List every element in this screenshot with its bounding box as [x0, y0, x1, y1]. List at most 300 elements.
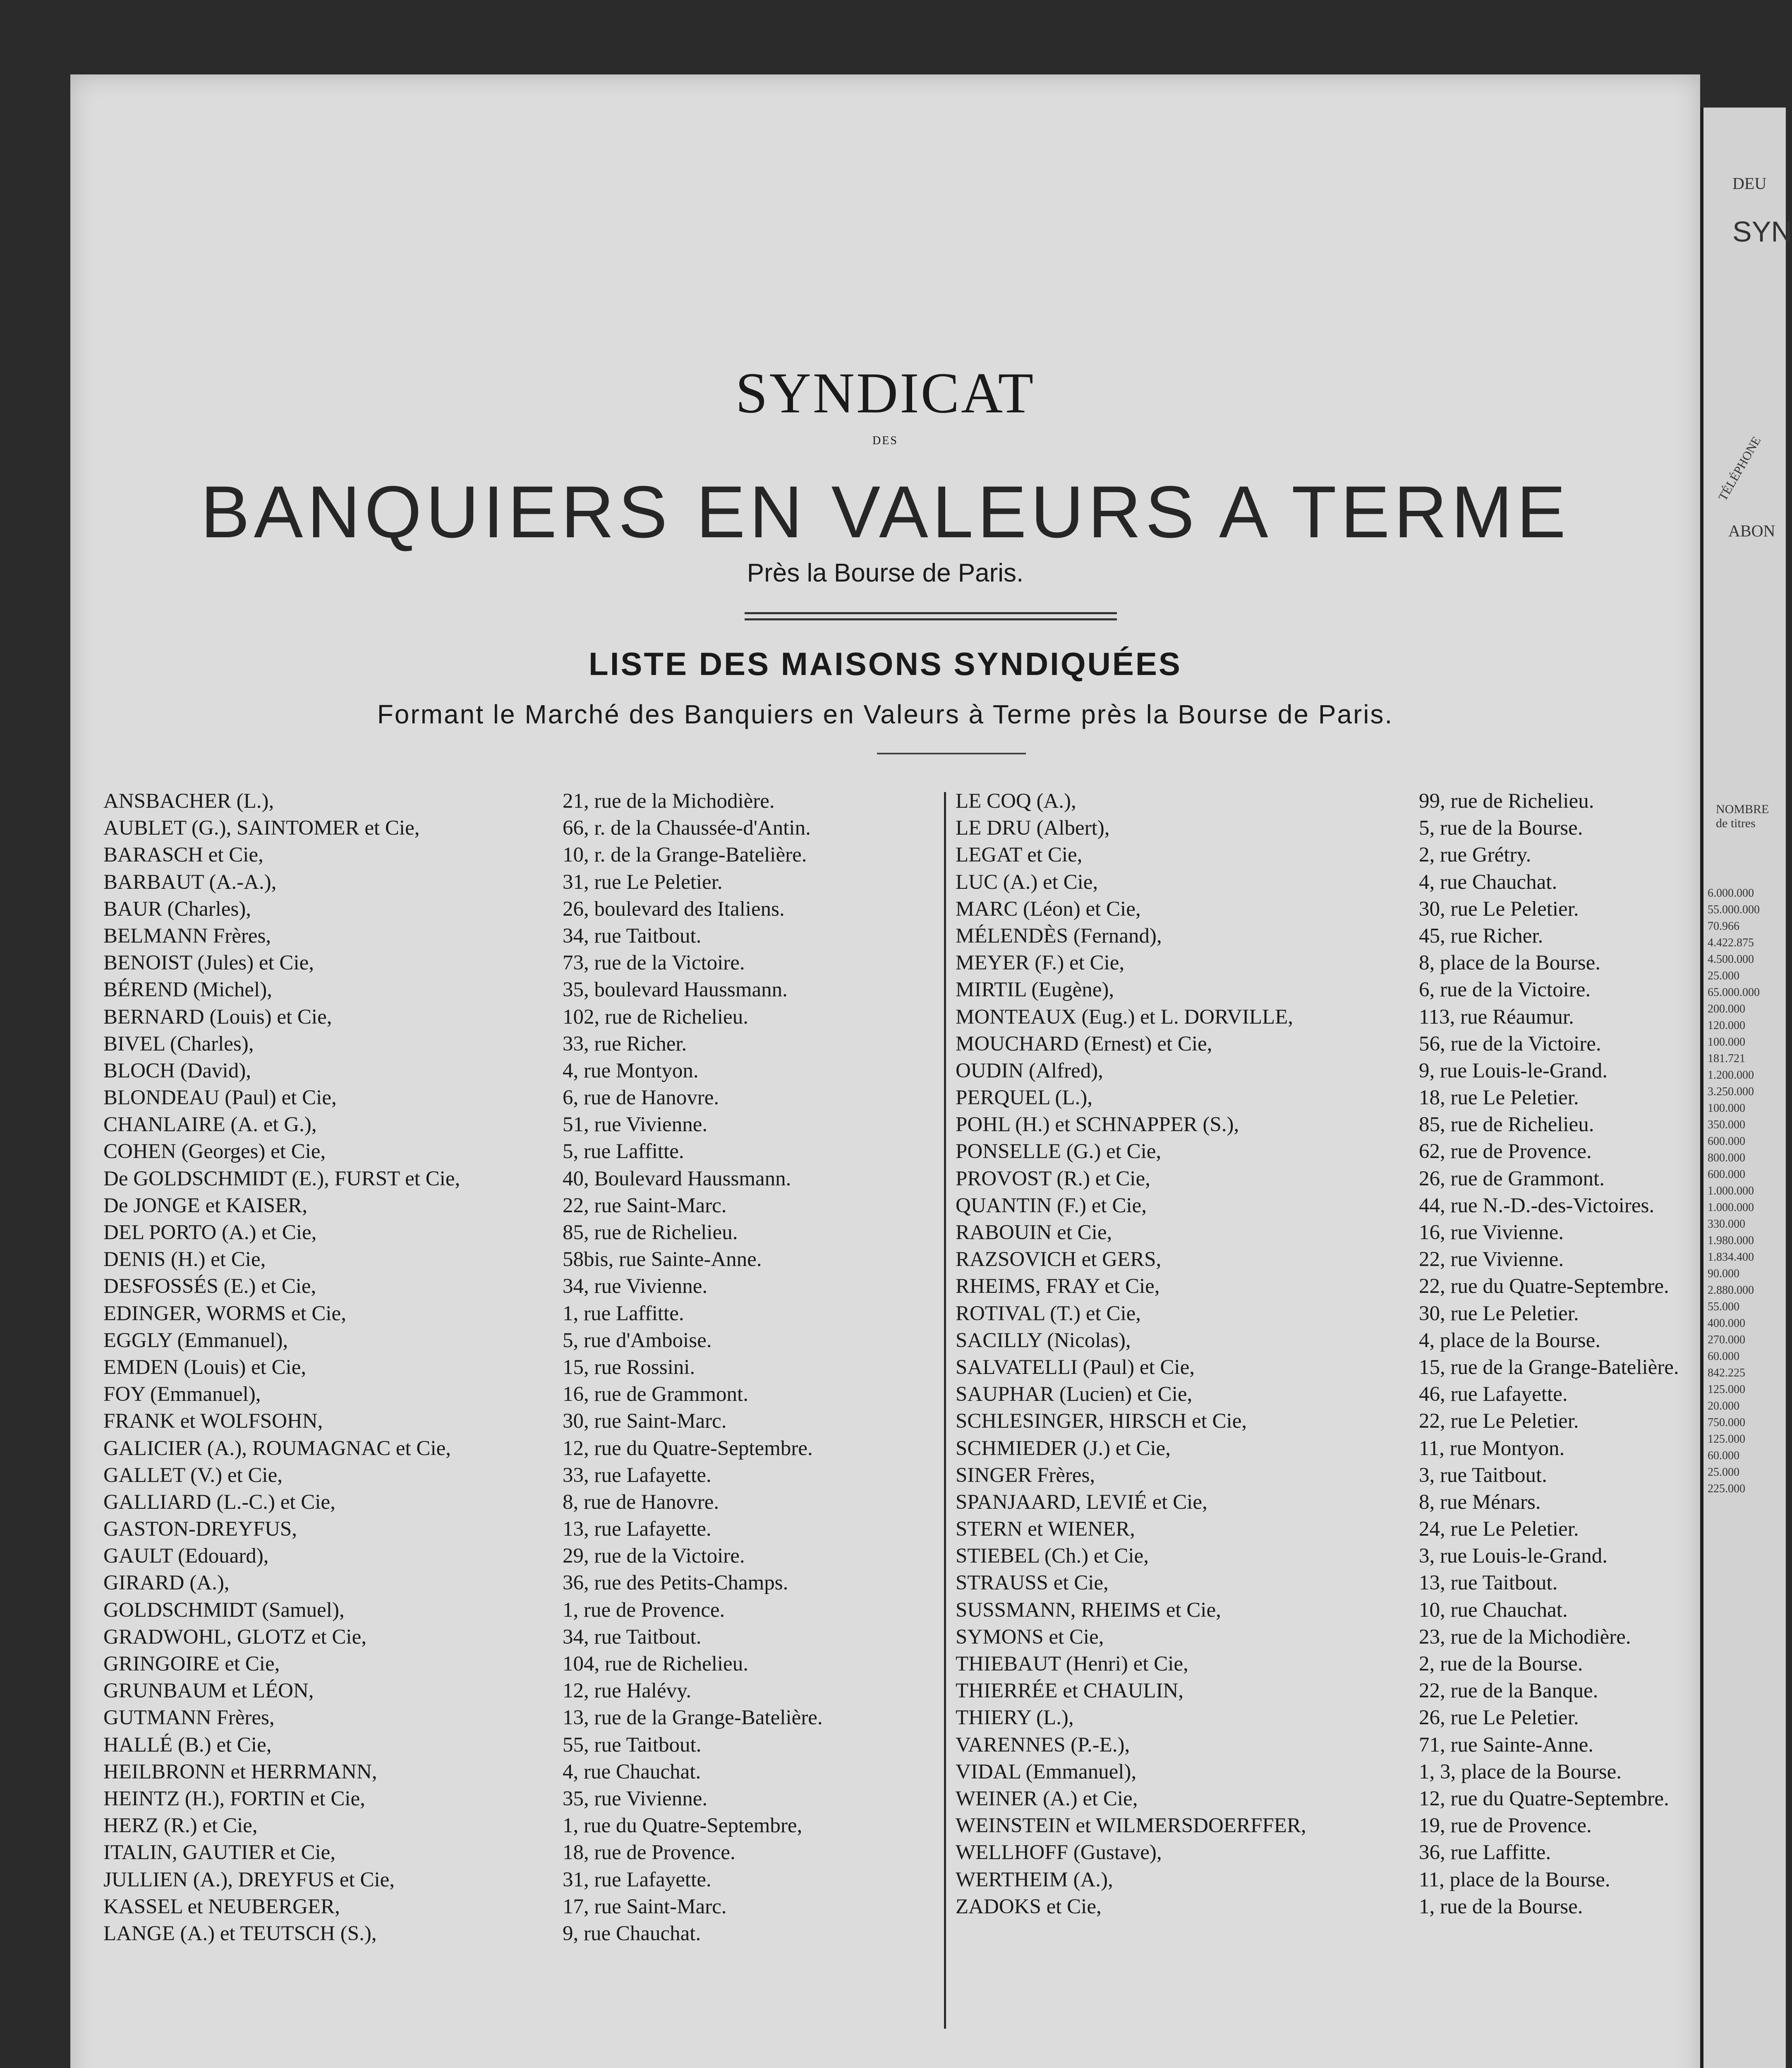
list-item: [956, 1408, 1700, 1435]
member-name: OUDIN (Alfred),: [956, 1059, 1103, 1082]
list-item: [956, 1516, 1700, 1543]
member-address: 35, boulevard Haussmann.: [563, 978, 788, 1002]
member-address: 12, rue du Quatre-Septembre.: [563, 1436, 813, 1460]
list-item: [956, 1058, 1700, 1084]
member-address: 1, rue Laffitte.: [563, 1302, 684, 1325]
member-name: SYMONS et Cie,: [956, 1625, 1104, 1649]
member-address: 36, rue Laffitte.: [1419, 1841, 1551, 1865]
member-address: 5, rue de la Bourse.: [1419, 816, 1583, 840]
member-name: MONTEAUX (Eug.) et L. DORVILLE,: [956, 1005, 1293, 1029]
member-name: BIVEL (Charles),: [103, 1032, 254, 1056]
list-item: [103, 1354, 914, 1381]
member-name: SAUPHAR (Lucien) et Cie,: [956, 1383, 1193, 1406]
member-address: 30, rue Le Peletier.: [1419, 1302, 1579, 1325]
member-name: SPANJAARD, LEVIÉ et Cie,: [956, 1490, 1207, 1514]
member-address: 8, place de la Bourse.: [1419, 951, 1601, 975]
member-address: 85, rue de Richelieu.: [563, 1221, 738, 1244]
list-item: [103, 815, 914, 842]
adjacent-page-number: 225.000: [1708, 1482, 1745, 1495]
member-address: 55, rue Taitbout.: [563, 1733, 702, 1757]
adjacent-page-number: 750.000: [1708, 1416, 1745, 1429]
list-item: [103, 896, 914, 923]
member-address: 1, 3, place de la Bourse.: [1419, 1760, 1622, 1783]
adjacent-page-number: 181.721: [1708, 1052, 1745, 1065]
member-name: BLONDEAU (Paul) et Cie,: [103, 1086, 337, 1110]
adjacent-page-number: 70.966: [1708, 920, 1739, 933]
list-item: [956, 1084, 1700, 1111]
member-name: MÉLENDÈS (Fernand),: [956, 924, 1162, 948]
list-item: [956, 1381, 1700, 1408]
list-item: [103, 1786, 914, 1812]
list-item: [956, 1867, 1700, 1893]
member-address: 102, rue de Richelieu.: [563, 1005, 748, 1029]
member-name: BENOIST (Jules) et Cie,: [103, 951, 314, 975]
member-name: GIRARD (A.),: [103, 1571, 230, 1595]
member-name: STIEBEL (Ch.) et Cie,: [956, 1544, 1149, 1568]
list-item: [956, 1435, 1700, 1462]
member-address: 8, rue de Hanovre.: [563, 1490, 719, 1514]
member-name: HEILBRONN et HERRMANN,: [103, 1760, 377, 1783]
list-item: [103, 1624, 914, 1651]
list-item: [956, 1893, 1700, 1920]
member-address: 31, rue Lafayette.: [563, 1868, 712, 1891]
member-address: 30, rue Saint-Marc.: [563, 1410, 727, 1433]
list-item: [956, 1031, 1700, 1058]
member-address: 10, rue Chauchat.: [1419, 1598, 1568, 1622]
adjacent-page-number: 1.200.000: [1708, 1069, 1754, 1082]
member-name: STRAUSS et Cie,: [956, 1571, 1109, 1595]
member-address: 58bis, rue Sainte-Anne.: [563, 1248, 762, 1271]
member-name: SALVATELLI (Paul) et Cie,: [956, 1355, 1195, 1379]
list-item: [956, 788, 1700, 815]
list-item: [103, 1435, 914, 1462]
member-address: 22, rue du Quatre-Septembre.: [1419, 1275, 1669, 1298]
list-item: [103, 1867, 914, 1893]
member-address: 15, rue de la Grange-Batelière.: [1419, 1355, 1679, 1379]
member-address: 1, rue de la Bourse.: [1419, 1895, 1583, 1918]
member-address: 45, rue Richer.: [1419, 924, 1543, 948]
member-name: MIRTIL (Eugène),: [956, 978, 1114, 1002]
member-address: 31, rue Le Peletier.: [563, 870, 723, 894]
member-address: 46, rue Lafayette.: [1419, 1383, 1568, 1406]
list-item: [103, 1084, 914, 1111]
member-address: 34, rue Vivienne.: [563, 1275, 708, 1298]
list-item: [103, 1839, 914, 1866]
list-item: [956, 1759, 1700, 1786]
adjacent-page-abon: ABON: [1728, 522, 1775, 540]
member-name: VIDAL (Emmanuel),: [956, 1760, 1137, 1783]
member-name: CHANLAIRE (A. et G.),: [103, 1113, 317, 1137]
list-item: [956, 1166, 1700, 1192]
title-des: DES: [872, 434, 898, 447]
adjacent-page-col-header: NOMBRE de titres: [1716, 802, 1769, 830]
list-item: [103, 788, 914, 815]
member-address: 6, rue de la Victoire.: [1419, 978, 1591, 1002]
member-name: LE DRU (Albert),: [956, 816, 1110, 840]
column-divider: [944, 792, 946, 2029]
rule-divider: [877, 753, 1026, 754]
adjacent-page-number: 270.000: [1708, 1333, 1745, 1346]
member-name: De GOLDSCHMIDT (E.), FURST et Cie,: [103, 1167, 460, 1190]
member-name: GAULT (Edouard),: [103, 1544, 269, 1568]
member-name: GRUNBAUM et LÉON,: [103, 1679, 314, 1703]
member-address: 34, rue Taitbout.: [563, 1625, 702, 1649]
list-item: [103, 977, 914, 1003]
member-name: LANGE (A.) et TEUTSCH (S.),: [103, 1922, 377, 1945]
member-address: 18, rue Le Peletier.: [1419, 1086, 1579, 1110]
adjacent-page-header: DEU: [1732, 174, 1767, 193]
adjacent-page-number: 125.000: [1708, 1433, 1745, 1446]
member-name: RHEIMS, FRAY et Cie,: [956, 1275, 1160, 1298]
member-address: 4, place de la Bourse.: [1419, 1328, 1601, 1352]
list-item: [103, 1597, 914, 1624]
adjacent-page-number: 1.980.000: [1708, 1234, 1754, 1247]
member-name: HALLÉ (B.) et Cie,: [103, 1733, 272, 1757]
member-name: MOUCHARD (Ernest) et Cie,: [956, 1032, 1212, 1056]
member-name: FRANK et WOLFSOHN,: [103, 1410, 323, 1433]
list-item: [956, 1273, 1700, 1300]
member-name: AUBLET (G.), SAINTOMER et Cie,: [103, 816, 420, 840]
member-name: EMDEN (Louis) et Cie,: [103, 1355, 307, 1379]
list-item: [103, 1058, 914, 1084]
list-item: [103, 1462, 914, 1489]
list-item: [103, 1166, 914, 1192]
adjacent-page-number: 4.500.000: [1708, 953, 1754, 966]
member-name: VARENNES (P.-E.),: [956, 1733, 1130, 1757]
member-address: 15, rue Rossini.: [563, 1355, 695, 1379]
adjacent-page-number: 400.000: [1708, 1317, 1745, 1330]
adjacent-page-number: 800.000: [1708, 1151, 1745, 1164]
member-name: DESFOSSÉS (E.) et Cie,: [103, 1275, 316, 1298]
member-address: 12, rue Halévy.: [563, 1679, 692, 1703]
member-name: KASSEL et NEUBERGER,: [103, 1895, 340, 1918]
member-address: 5, rue d'Amboise.: [563, 1328, 712, 1352]
member-name: SCHLESINGER, HIRSCH et Cie,: [956, 1410, 1247, 1433]
member-address: 44, rue N.-D.-des-Victoires.: [1419, 1194, 1655, 1217]
member-address: 4, rue Montyon.: [563, 1059, 699, 1082]
member-address: 9, rue Louis-le-Grand.: [1419, 1059, 1608, 1082]
list-item: [956, 923, 1700, 950]
list-item: [103, 1704, 914, 1731]
member-address: 13, rue Lafayette.: [563, 1517, 712, 1541]
member-address: 85, rue de Richelieu.: [1419, 1113, 1594, 1137]
adjacent-page-number: 4.422.875: [1708, 936, 1754, 949]
list-item: [956, 815, 1700, 842]
member-name: LEGAT et Cie,: [956, 843, 1083, 867]
member-name: MEYER (F.) et Cie,: [956, 951, 1125, 975]
member-name: RABOUIN et Cie,: [956, 1221, 1112, 1244]
member-name: GUTMANN Frères,: [103, 1706, 275, 1730]
title-syndicat: SYNDICAT: [735, 361, 1035, 425]
list-item: [956, 1812, 1700, 1839]
list-item: [956, 896, 1700, 923]
list-item: [103, 1273, 914, 1300]
member-address: 17, rue Saint-Marc.: [563, 1895, 727, 1918]
adjacent-page-number: 6.000.000: [1708, 887, 1754, 900]
member-name: SUSSMANN, RHEIMS et Cie,: [956, 1598, 1221, 1622]
member-address: 22, rue Le Peletier.: [1419, 1410, 1579, 1433]
member-name: FOY (Emmanuel),: [103, 1383, 261, 1406]
member-address: 73, rue de la Victoire.: [563, 951, 745, 975]
member-name: GALLIARD (L.-C.) et Cie,: [103, 1490, 335, 1514]
list-item: [103, 1570, 914, 1596]
member-name: THIEBAUT (Henri) et Cie,: [956, 1652, 1188, 1675]
adjacent-page-number: 25.000: [1708, 969, 1739, 982]
member-name: LUC (A.) et Cie,: [956, 870, 1098, 894]
adjacent-page-telephone: TÉLÉPHONE: [1716, 434, 1764, 503]
list-item: [956, 1651, 1700, 1678]
list-heading: LISTE DES MAISONS SYNDIQUÉES: [589, 646, 1182, 682]
member-address: 11, rue Montyon.: [1419, 1436, 1565, 1460]
member-name: GRINGOIRE et Cie,: [103, 1652, 280, 1675]
member-address: 9, rue Chauchat.: [563, 1922, 701, 1945]
member-address: 22, rue de la Banque.: [1419, 1679, 1598, 1703]
member-address: 33, rue Richer.: [563, 1032, 687, 1056]
member-name: JULLIEN (A.), DREYFUS et Cie,: [103, 1868, 395, 1891]
list-item: [956, 1138, 1700, 1165]
adjacent-page-number: 125.000: [1708, 1383, 1745, 1396]
member-name: STERN et WIENER,: [956, 1517, 1135, 1541]
adjacent-page-number: 90.000: [1708, 1267, 1739, 1280]
list-subheading: Formant le Marché des Banquiers en Valeurs à Terme près la Bourse de Paris.: [377, 699, 1394, 729]
member-address: 6, rue de Hanovre.: [563, 1086, 719, 1110]
list-item: [103, 1543, 914, 1570]
list-item: [103, 1651, 914, 1678]
list-item: [956, 1597, 1700, 1624]
member-name: POHL (H.) et SCHNAPPER (S.),: [956, 1113, 1239, 1137]
adjacent-page-number: 842.225: [1708, 1367, 1745, 1379]
adjacent-page-number: 25.000: [1708, 1466, 1739, 1479]
member-name: PROVOST (R.) et Cie,: [956, 1167, 1150, 1190]
adjacent-page-number: 1.834.400: [1708, 1251, 1754, 1264]
member-address: 13, rue Taitbout.: [1419, 1571, 1558, 1595]
adjacent-page-number: 330.000: [1708, 1218, 1745, 1230]
list-item: [956, 1543, 1700, 1570]
member-name: BÉREND (Michel),: [103, 978, 272, 1002]
member-name: SINGER Frères,: [956, 1463, 1095, 1487]
member-address: 12, rue du Quatre-Septembre.: [1419, 1787, 1669, 1810]
list-item: [103, 1732, 914, 1759]
member-address: 3, rue Taitbout.: [1419, 1463, 1547, 1487]
member-name: WEINSTEIN et WILMERSDOERFFER,: [956, 1814, 1306, 1838]
member-name: DENIS (H.) et Cie,: [103, 1248, 266, 1271]
list-item: [103, 842, 914, 869]
list-item: [956, 842, 1700, 869]
adjacent-page-number: 65.000.000: [1708, 986, 1760, 999]
member-name: GASTON-DREYFUS,: [103, 1517, 297, 1541]
member-address: 8, rue Ménars.: [1419, 1490, 1541, 1514]
member-name: QUANTIN (F.) et Cie,: [956, 1194, 1147, 1217]
member-address: 2, rue de la Bourse.: [1419, 1652, 1583, 1675]
member-address: 26, rue de Grammont.: [1419, 1167, 1605, 1190]
member-address: 66, r. de la Chaussée-d'Antin.: [563, 816, 811, 840]
member-address: 19, rue de Provence.: [1419, 1814, 1592, 1838]
list-item: [103, 1920, 914, 1947]
list-item: [956, 1246, 1700, 1273]
member-address: 26, boulevard des Italiens.: [563, 897, 785, 921]
list-item: [103, 950, 914, 977]
list-item: [103, 1219, 914, 1246]
member-address: 1, rue du Quatre-Septembre,: [563, 1814, 803, 1838]
list-item: [956, 869, 1700, 896]
member-name: LE COQ (A.),: [956, 790, 1076, 813]
adjacent-page-number: 1.000.000: [1708, 1201, 1754, 1214]
member-name: HEINTZ (H.), FORTIN et Cie,: [103, 1787, 365, 1810]
list-item: [103, 1300, 914, 1327]
member-address: 22, rue Saint-Marc.: [563, 1194, 727, 1217]
adjacent-page-number: 350.000: [1708, 1118, 1745, 1131]
list-item: [956, 1732, 1700, 1759]
adjacent-page-number: 60.000: [1708, 1350, 1739, 1363]
list-item: [956, 1624, 1700, 1651]
member-address: 22, rue Vivienne.: [1419, 1248, 1564, 1271]
member-name: SACILLY (Nicolas),: [956, 1328, 1131, 1352]
member-address: 4, rue Chauchat.: [1419, 870, 1557, 894]
member-name: SCHMIEDER (J.) et Cie,: [956, 1436, 1171, 1460]
member-address: 26, rue Le Peletier.: [1419, 1706, 1579, 1730]
member-name: De JONGE et KAISER,: [103, 1194, 307, 1217]
adjacent-page-number: 55.000.000: [1708, 903, 1760, 916]
member-address: 24, rue Le Peletier.: [1419, 1517, 1579, 1541]
member-name: COHEN (Georges) et Cie,: [103, 1140, 326, 1163]
adjacent-page-number: 100.000: [1708, 1036, 1745, 1048]
list-item: [103, 1111, 914, 1138]
member-name: THIERRÉE et CHAULIN,: [956, 1679, 1183, 1703]
list-item: [956, 1839, 1700, 1866]
adjacent-page-number: 200.000: [1708, 1003, 1745, 1015]
adjacent-page-number: 60.000: [1708, 1449, 1739, 1462]
list-item: [956, 1219, 1700, 1246]
member-name: THIERY (L.),: [956, 1706, 1074, 1730]
adjacent-page-title: SYN: [1732, 215, 1792, 248]
member-address: 56, rue de la Victoire.: [1419, 1032, 1601, 1056]
adjacent-page-number: 2.880.000: [1708, 1284, 1754, 1297]
page-subtitle: Près la Bourse de Paris.: [747, 559, 1024, 587]
list-item: [956, 1704, 1700, 1731]
member-address: 29, rue de la Victoire.: [563, 1544, 745, 1568]
member-name: BERNARD (Louis) et Cie,: [103, 1005, 332, 1029]
member-address: 10, r. de la Grange-Batelière.: [563, 843, 807, 867]
member-name: WERTHEIM (A.),: [956, 1868, 1113, 1891]
member-address: 13, rue de la Grange-Batelière.: [563, 1706, 823, 1730]
member-address: 51, rue Vivienne.: [563, 1113, 708, 1137]
adjacent-page-number: 120.000: [1708, 1019, 1745, 1032]
member-name: GALLET (V.) et Cie,: [103, 1463, 283, 1487]
member-address: 21, rue de la Michodière.: [563, 790, 775, 813]
list-item: [956, 1462, 1700, 1489]
member-name: GRADWOHL, GLOTZ et Cie,: [103, 1625, 367, 1649]
member-address: 33, rue Lafayette.: [563, 1463, 712, 1487]
member-address: 40, Boulevard Haussmann.: [563, 1167, 791, 1190]
list-item: [956, 1678, 1700, 1704]
adjacent-page-number: 600.000: [1708, 1135, 1745, 1148]
list-item: [956, 1786, 1700, 1812]
adjacent-page-numbers: [1708, 885, 1782, 1497]
adjacent-page-number: 55.000: [1708, 1300, 1739, 1313]
list-item: [103, 1138, 914, 1165]
list-item: [103, 1489, 914, 1516]
member-name: RAZSOVICH et GERS,: [956, 1248, 1162, 1271]
member-address: 5, rue Laffitte.: [563, 1140, 684, 1163]
member-address: 2, rue Grétry.: [1419, 843, 1531, 867]
member-name: BLOCH (David),: [103, 1059, 251, 1082]
member-name: WELLHOFF (Gustave),: [956, 1841, 1162, 1865]
member-name: BELMANN Frères,: [103, 924, 271, 948]
list-item: [956, 977, 1700, 1003]
member-address: 11, place de la Bourse.: [1419, 1868, 1610, 1891]
page-title: BANQUIERS EN VALEURS A TERME: [200, 471, 1570, 553]
member-name: BARBAUT (A.-A.),: [103, 870, 277, 894]
list-item: [956, 1004, 1700, 1031]
list-item: [103, 1408, 914, 1435]
adjacent-page-number: 600.000: [1708, 1168, 1745, 1181]
member-name: GALICIER (A.), ROUMAGNAC et Cie,: [103, 1436, 451, 1460]
member-name: HERZ (R.) et Cie,: [103, 1814, 258, 1838]
member-name: ROTIVAL (T.) et Cie,: [956, 1302, 1141, 1325]
member-address: 16, rue de Grammont.: [563, 1383, 748, 1406]
adjacent-page-number: 1.000.000: [1708, 1185, 1754, 1197]
member-name: BARASCH et Cie,: [103, 843, 264, 867]
document-page: [70, 74, 1700, 2068]
member-address: 71, rue Sainte-Anne.: [1419, 1733, 1594, 1757]
list-item: [956, 1300, 1700, 1327]
member-name: GOLDSCHMIDT (Samuel),: [103, 1598, 345, 1622]
member-address: 1, rue de Provence.: [563, 1598, 725, 1622]
member-address: 23, rue de la Michodière.: [1419, 1625, 1631, 1649]
list-item: [103, 1381, 914, 1408]
list-item: [103, 1812, 914, 1839]
list-item: [103, 1192, 914, 1219]
member-address: 3, rue Louis-le-Grand.: [1419, 1544, 1608, 1568]
member-name: PONSELLE (G.) et Cie,: [956, 1140, 1162, 1163]
list-item: [956, 1327, 1700, 1354]
list-item: [103, 1678, 914, 1704]
adjacent-page-number: 100.000: [1708, 1102, 1745, 1115]
member-name: DEL PORTO (A.) et Cie,: [103, 1221, 317, 1244]
member-address: 4, rue Chauchat.: [563, 1760, 701, 1783]
list-item: [956, 1111, 1700, 1138]
list-item: [103, 1759, 914, 1786]
list-item: [956, 1489, 1700, 1516]
member-address: 35, rue Vivienne.: [563, 1787, 708, 1810]
member-name: WEINER (A.) et Cie,: [956, 1787, 1138, 1810]
adjacent-page-number: 3.250.000: [1708, 1085, 1754, 1098]
member-name: ITALIN, GAUTIER et Cie,: [103, 1841, 336, 1865]
member-address: 104, rue de Richelieu.: [563, 1652, 748, 1675]
member-name: ZADOKS et Cie,: [956, 1895, 1102, 1918]
member-address: 34, rue Taitbout.: [563, 924, 702, 948]
list-item: [103, 1327, 914, 1354]
member-address: 99, rue de Richelieu.: [1419, 790, 1594, 813]
member-address: 18, rue de Provence.: [563, 1841, 735, 1865]
adjacent-page-number: 20.000: [1708, 1400, 1739, 1412]
list-item: [103, 1246, 914, 1273]
list-item: [103, 1004, 914, 1031]
member-name: EGGLY (Emmanuel),: [103, 1328, 288, 1352]
member-address: 30, rue Le Peletier.: [1419, 897, 1579, 921]
members-list-right: [956, 788, 1700, 1920]
member-address: 16, rue Vivienne.: [1419, 1221, 1564, 1244]
double-rule-divider: [745, 612, 1117, 620]
member-name: ANSBACHER (L.),: [103, 790, 274, 813]
adjacent-page-edge: [1700, 108, 1792, 2068]
member-name: BAUR (Charles),: [103, 897, 251, 921]
list-item: [103, 923, 914, 950]
list-item: [956, 1192, 1700, 1219]
member-address: 62, rue de Provence.: [1419, 1140, 1592, 1163]
list-item: [956, 1570, 1700, 1596]
member-name: PERQUEL (L.),: [956, 1086, 1092, 1110]
